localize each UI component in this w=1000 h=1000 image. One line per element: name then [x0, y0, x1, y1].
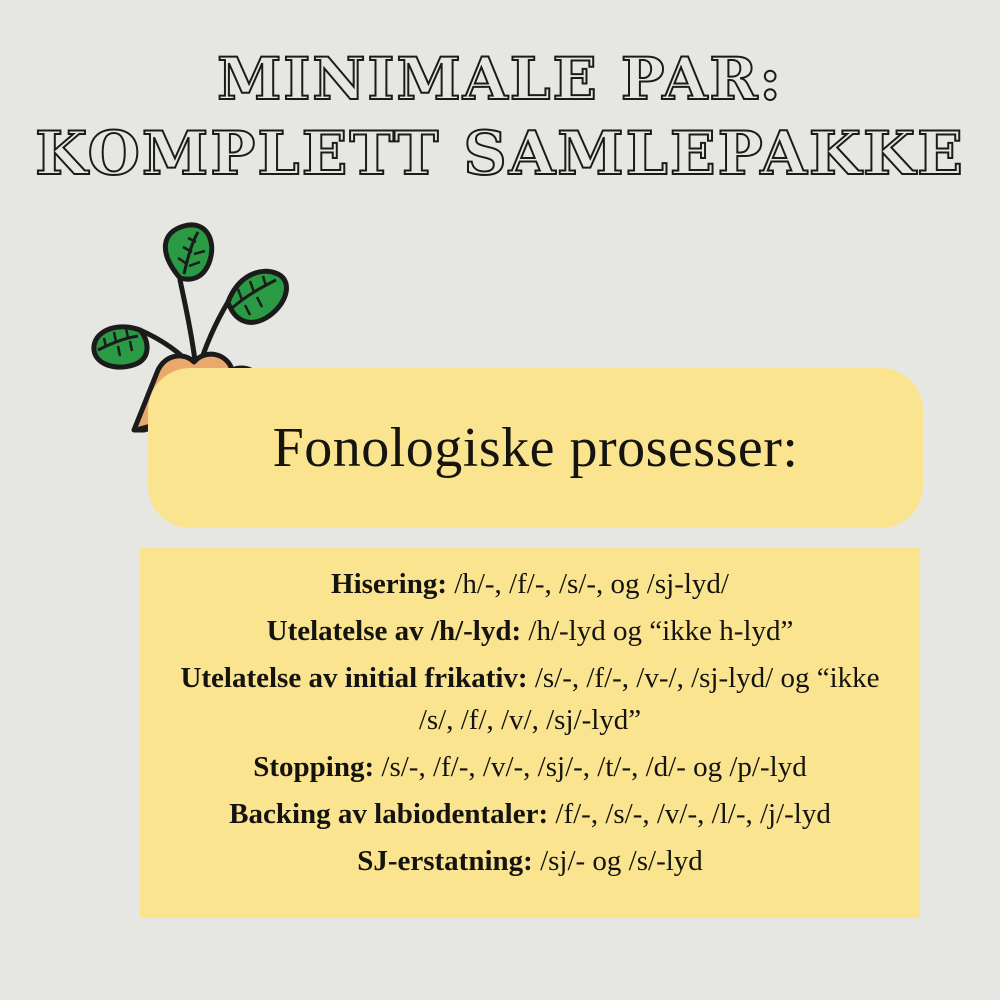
processes-panel: [140, 548, 920, 918]
title-line-1: MINIMALE PAR:: [217, 45, 783, 113]
process-value: /h/-, /f/-, /s/-, og /sj-lyd/: [454, 568, 729, 600]
banner-heading: Fonologiske prosesser:: [272, 417, 799, 479]
process-label: Utelatelse av /h/-lyd:: [266, 615, 522, 648]
process-value: /s/-, /f/-, /v/-, /sj/-, /t/-, /d/- og /p/-lyd: [381, 750, 807, 783]
process-value: /f/-, /s/-, /v/-, /l/-, /j/-lyd: [555, 797, 831, 830]
title-line-2: KOMPLETT SAMLEPAKKE: [35, 119, 965, 189]
process-label: SJ-erstatning:: [357, 845, 533, 878]
process-label: Utelatelse av initial frikativ:: [180, 662, 528, 695]
process-label: Hisering:: [331, 568, 448, 600]
section-banner: [148, 368, 923, 528]
list-item: [162, 794, 898, 835]
list-item: [162, 658, 898, 740]
list-item: [162, 611, 898, 652]
list-item: [162, 841, 898, 882]
list-item: [162, 564, 898, 605]
list-item: [162, 747, 898, 788]
process-label: Backing av labiodentaler:: [229, 797, 549, 830]
process-value: /sj/- og /s/-lyd: [540, 845, 703, 878]
process-value: /h/-lyd og “ikke h-lyd”: [528, 615, 794, 648]
page-title: [0, 45, 1000, 189]
process-value: /s/-, /f/-, /v-/, /sj-lyd/ og “ikke /s/, /f/, /v/, /sj/-lyd”: [418, 662, 880, 736]
process-label: Stopping:: [253, 750, 375, 783]
